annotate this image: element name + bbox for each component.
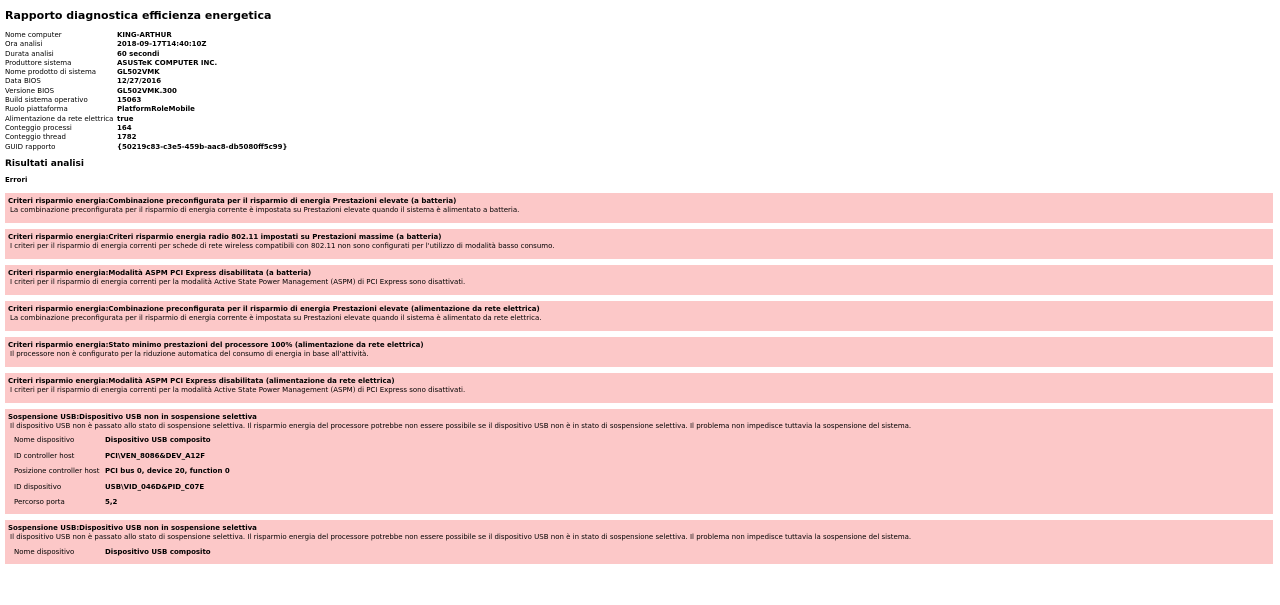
info-row — [5, 133, 288, 142]
info-value: ASUSTeK COMPUTER INC. — [117, 58, 218, 67]
error-description: La combinazione preconfigurata per il risparmio di energia corrente è impostata su Prestazioni elevate quando il sistema è alimentato a batteria. — [10, 205, 520, 214]
device-details-table — [14, 544, 211, 560]
info-row — [5, 115, 288, 124]
detail-key: Nome dispositivo — [14, 436, 75, 445]
error-title: Sospensione USB:Dispositivo USB non in sospensione selettiva — [8, 524, 257, 533]
info-value: PlatformRoleMobile — [117, 105, 195, 114]
info-key: Ruolo piattaforma — [5, 105, 68, 114]
detail-row — [14, 433, 230, 449]
info-value: {50219c83-c3e5-459b-aac8-db5080ff5c99} — [117, 142, 288, 151]
info-row — [5, 59, 288, 68]
info-value: true — [117, 114, 134, 123]
info-row — [5, 105, 288, 114]
detail-key: Nome dispositivo — [14, 547, 75, 556]
error-description: Il processore non è configurato per la riduzione automatica del consumo di energia in base all'attività. — [10, 349, 369, 358]
error-description: Il dispositivo USB non è passato allo stato di sospensione selettiva. Il risparmio energia del processore potrebbe non essere possibile se il dispositivo USB non è in stato di sospensione selettiva. Il problema non impedisce tuttavia la sospensione del sistema. — [10, 421, 912, 430]
detail-value: Dispositivo USB composito — [105, 547, 211, 556]
detail-key: ID controller host — [14, 451, 75, 460]
info-key: Produttore sistema — [5, 58, 72, 67]
info-key: Nome computer — [5, 31, 62, 39]
info-key: Alimentazione da rete elettrica — [5, 114, 114, 123]
detail-value: Dispositivo USB composito — [105, 436, 211, 445]
detail-value: USB\VID_046D&PID_C07E — [105, 482, 205, 491]
error-item — [5, 265, 1273, 295]
error-title: Criteri risparmio energia:Combinazione preconfigurata per il risparmio di energia Prestazioni elevate (alimentazione da rete elettrica) — [8, 304, 540, 313]
usb-error-item — [5, 409, 1273, 515]
info-key: Build sistema operativo — [5, 96, 88, 105]
info-value: 2018-09-17T14:40:10Z — [117, 40, 207, 49]
error-description: I criteri per il risparmio di energia correnti per schede di rete wireless compatibili con 802.11 non sono configurati per l'utilizzo di modalità basso consumo. — [10, 241, 555, 250]
info-key: Ora analisi — [5, 40, 43, 49]
info-row — [5, 50, 288, 59]
error-item — [5, 229, 1273, 259]
info-value: 60 secondi — [117, 49, 160, 58]
error-title: Criteri risparmio energia:Criteri risparmio energia radio 802.11 impostati su Prestazioni massime (a batteria) — [8, 232, 442, 241]
info-row — [5, 31, 288, 40]
info-row — [5, 96, 288, 105]
info-row — [5, 124, 288, 133]
detail-row — [14, 464, 230, 480]
report-title: Rapporto diagnostica efficienza energetica — [5, 9, 272, 22]
error-title: Criteri risparmio energia:Combinazione preconfigurata per il risparmio di energia Prestazioni elevate (a batteria) — [8, 196, 457, 205]
error-item — [5, 337, 1273, 367]
detail-key: Percorso porta — [14, 498, 65, 507]
error-title: Criteri risparmio energia:Stato minimo prestazioni del processore 100% (alimentazione da rete elettrica) — [8, 340, 424, 349]
info-key: Conteggio processi — [5, 123, 72, 132]
error-list — [5, 193, 1273, 564]
info-value: GL502VMK — [117, 68, 160, 77]
info-value: 164 — [117, 123, 132, 132]
results-heading: Risultati analisi — [5, 158, 84, 169]
detail-key: Posizione controller host — [14, 467, 100, 476]
detail-key: ID dispositivo — [14, 482, 62, 491]
error-description: I criteri per il risparmio di energia correnti per la modalità Active State Power Management (ASPM) di PCI Express sono disattivati. — [10, 385, 466, 394]
info-row — [5, 77, 288, 86]
info-key: Nome prodotto di sistema — [5, 68, 97, 77]
info-key: Durata analisi — [5, 49, 54, 58]
info-key: Data BIOS — [5, 77, 41, 86]
info-key: GUID rapporto — [5, 142, 56, 151]
info-key: Versione BIOS — [5, 86, 55, 95]
error-title: Criteri risparmio energia:Modalità ASPM PCI Express disabilitata (alimentazione da rete elettrica) — [8, 376, 395, 385]
info-value: KING-ARTHUR — [117, 31, 172, 39]
error-description: Il dispositivo USB non è passato allo stato di sospensione selettiva. Il risparmio energia del processore potrebbe non essere possibile se il dispositivo USB non è in stato di sospensione selettiva. Il problema non impedisce tuttavia la sospensione del sistema. — [10, 533, 912, 542]
info-value: 12/27/2016 — [117, 77, 162, 86]
info-key: Conteggio thread — [5, 133, 66, 142]
detail-value: PCI\VEN_8086&DEV_A12F — [105, 451, 206, 460]
info-row — [5, 68, 288, 77]
detail-row — [14, 448, 230, 464]
detail-value: 5,2 — [105, 498, 118, 507]
detail-row — [14, 479, 230, 495]
info-value: GL502VMK.300 — [117, 86, 177, 95]
error-item — [5, 373, 1273, 403]
error-item — [5, 301, 1273, 331]
system-info-table — [5, 31, 288, 152]
errors-heading: Errori — [5, 175, 28, 184]
info-value: 15063 — [117, 96, 142, 105]
error-description: La combinazione preconfigurata per il risparmio di energia corrente è impostata su Prestazioni elevate quando il sistema è alimentato da rete elettrica. — [10, 313, 542, 322]
usb-error-item — [5, 520, 1273, 564]
error-title: Criteri risparmio energia:Modalità ASPM PCI Express disabilitata (a batteria) — [8, 268, 312, 277]
device-details-table — [14, 433, 230, 511]
error-description: I criteri per il risparmio di energia correnti per la modalità Active State Power Management (ASPM) di PCI Express sono disattivati. — [10, 277, 466, 286]
error-item — [5, 193, 1273, 223]
detail-row — [14, 495, 230, 511]
info-row — [5, 40, 288, 49]
info-value: 1782 — [117, 133, 137, 142]
info-row — [5, 87, 288, 96]
info-row — [5, 143, 288, 152]
detail-row — [14, 544, 211, 560]
error-title: Sospensione USB:Dispositivo USB non in sospensione selettiva — [8, 412, 257, 421]
detail-value: PCI bus 0, device 20, function 0 — [105, 467, 230, 476]
